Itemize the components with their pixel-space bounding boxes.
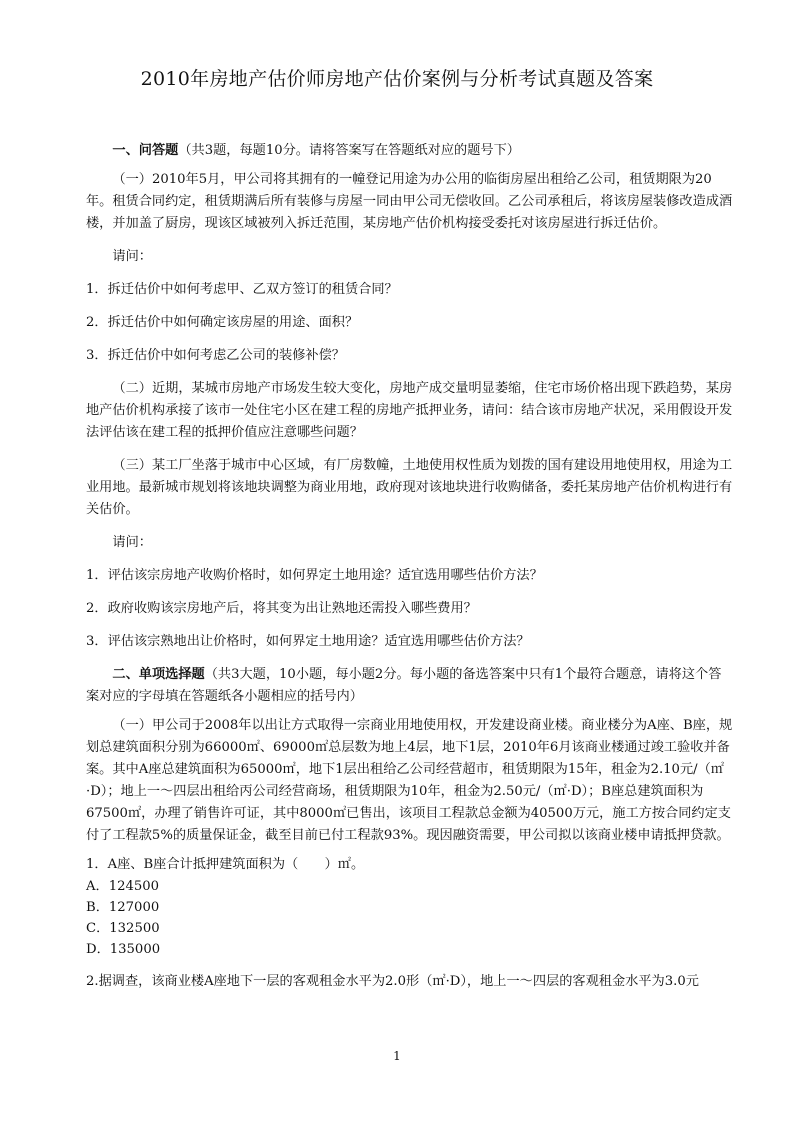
section2-case1-option-c: C．132500: [86, 921, 160, 936]
section2-case1-option-a: A．124500: [86, 879, 160, 894]
section1-case3-q3: 3．评估该宗熟地出让价格时，如何界定土地用途？适宜选用哪些估价方法？: [86, 634, 530, 649]
section1-case2-text: （二）近期，某城市房地产市场发生较大变化，房地产成交量明显萎缩，住宅市场价格出现下跌趋势，某房地产估价机构承接了该市一处住宅小区在建工程的房地产抵押业务，请问：结合该市房地产状况，采用假设开发法评估该在建工程的抵押价值应注意哪些问题？: [86, 381, 733, 440]
page-number: 1: [393, 1049, 401, 1063]
section1-case3-text: （三）某工厂坐落于城市中心区域，有厂房数幢，土地使用权性质为划拨的国有建设用地使用权，用途为工业用地。最新城市规划将该地块调整为商业用地，政府现对该地块进行收购储备，委托某房地产估价机构进行有关估价。: [86, 458, 733, 517]
section2-heading-line: [86, 664, 734, 708]
section2-case1-text: （一）甲公司于2008年以出让方式取得一宗商业用地使用权，开发建设商业楼。商业楼分为A座、B座，规划总建筑面积分别为66000㎡、69000㎡总层数为地上4层，地下1层，2010年6月该商业楼通过竣工验收并备案。其中A座总建筑面积为65000㎡，地下1层出租给乙公司经营超市，租赁期限为15年，租金为2.10元/（㎡·D）；地上一～四层出租给丙公司经营商场，租赁期限为10年，租金为2.50元/（㎡·D）；B座总建筑面积为67500㎡，办理了销售许可证，其中8000㎡已售出，该项目工程款总金额为40500万元，施工方按合同约定支付了工程款5%的质量保证金，截至目前已付工程款93%。现因融资需要，甲公司拟以该商业楼申请抵押贷款。: [86, 718, 733, 843]
section1-case1-q1: 1．拆迁估价中如何考虑甲、乙双方签订的租赁合同？: [86, 282, 398, 297]
section1-case3-q1: 1．评估该宗房地产收购价格时，如何界定土地用途？适宜选用哪些估价方法？: [86, 568, 543, 583]
section1-case1-q2: 2．拆迁估价中如何确定该房屋的用途、面积？: [86, 315, 359, 330]
document-body: [86, 140, 734, 993]
document-title: 2010年房地产估价师房地产估价案例与分析考试真题及答案: [140, 68, 654, 90]
section2-case1-option-d: D．135000: [86, 942, 161, 957]
section2-heading: 二、单项选择题: [112, 667, 205, 682]
section1-note: （共3题，每题10分。请将答案写在答题纸对应的题号下）: [178, 143, 520, 158]
section1-case1-q3: 3．拆迁估价中如何考虑乙公司的装修补偿？: [86, 348, 345, 363]
section1-heading-line: [86, 140, 734, 162]
section2-case1-q2: 2.据调查，该商业楼A座地下一层的客观租金水平为2.0形（㎡·D），地上一～四层的客观租金水平为3.0元: [86, 974, 699, 989]
section1-heading: 一、问答题: [112, 143, 179, 158]
section1-case3-q2: 2．政府收购该宗房地产后，将其变为出让熟地还需投入哪些费用？: [86, 601, 477, 616]
section1-case1-text: （一）2010年5月，甲公司将其拥有的一幢登记用途为办公用的临街房屋出租给乙公司，租赁期限为20年。租赁合同约定，租赁期满后所有装修与房屋一同由甲公司无偿收回。乙公司承租后，将该房屋装修改造成酒楼，并加盖了厨房，现该区域被列入拆迁范围，某房地产估价机构接受委托对该房屋进行拆迁估价。: [86, 172, 733, 231]
section1-case1-ask: 请问：: [112, 249, 152, 264]
section2-note: （共3大题，10小题，每小题2分。每小题的备选答案中只有1个最符合题意，请将这个答案对应的字母填在答题纸各小题相应的括号内）: [86, 667, 722, 704]
section1-case3-ask: 请问：: [112, 535, 152, 550]
section2-case1-q1: 1．A座、B座合计抵押建筑面积为（ ）㎡。: [86, 857, 365, 872]
section2-case1-option-b: B．127000: [86, 900, 160, 915]
